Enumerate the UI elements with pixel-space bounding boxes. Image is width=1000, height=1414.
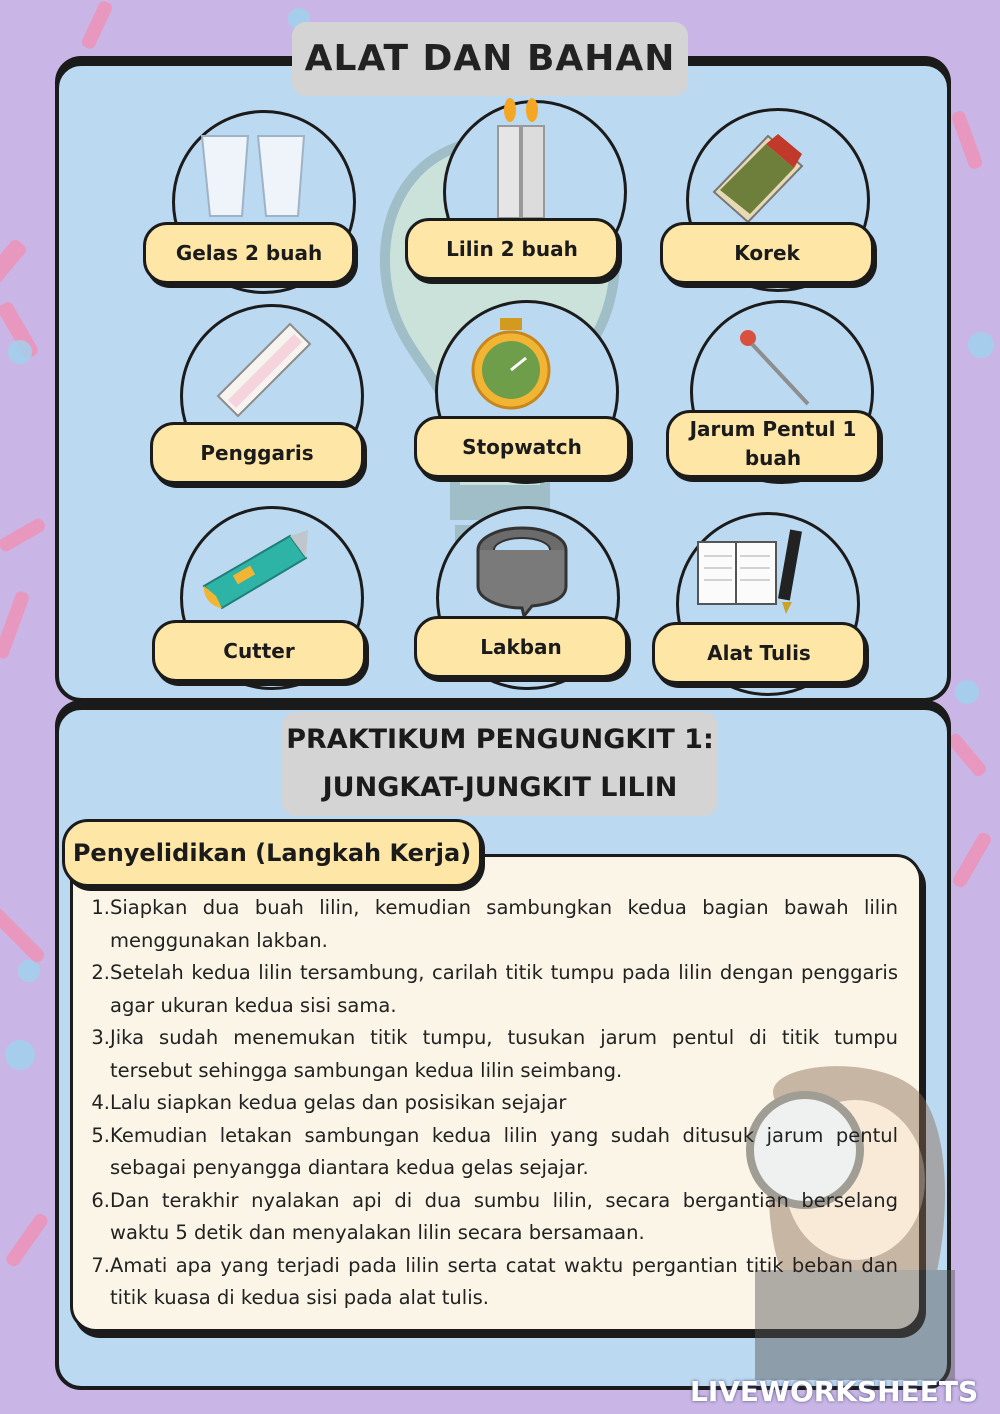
confetti xyxy=(80,0,114,51)
item-label: Jarum Pentul 1 buah xyxy=(666,410,880,478)
liveworksheets-logo[interactable]: LIVEWORKSHEETS xyxy=(690,1375,979,1408)
steps-section-label: Penyelidikan (Langkah Kerja) xyxy=(62,819,482,887)
step-number: 4. xyxy=(91,1091,110,1114)
step-text: Kemudian letakan sambungan kedua lilin yang sudah ditusuk jarum pentul sebagai penyangga diantara kedua gelas sejajar. xyxy=(110,1123,898,1179)
item-label: Stopwatch xyxy=(414,416,630,478)
page-title: ALAT DAN BAHAN xyxy=(292,22,688,96)
confetti xyxy=(4,1211,50,1268)
notebook-pen-icon xyxy=(696,528,806,614)
step-number: 3. xyxy=(91,1026,110,1049)
step-text: Amati apa yang terjadi pada lilin serta catat waktu pergantian titik beban dan titik kuasa di kedua sisi pada alat tulis. xyxy=(110,1253,898,1309)
step-text: Lalu siapkan kedua gelas dan posisikan sejajar xyxy=(110,1091,567,1114)
ruler-icon xyxy=(214,320,314,420)
item-label: Korek xyxy=(660,222,874,284)
list-item xyxy=(86,892,898,957)
confetti-dot xyxy=(5,1040,35,1070)
confetti-dot xyxy=(968,332,994,358)
step-text: Siapkan dua buah lilin, kemudian sambungkan kedua bagian bawah lilin menggunakan lakban. xyxy=(110,896,898,952)
step-number: 7. xyxy=(91,1253,110,1277)
item-label: Lilin 2 buah xyxy=(405,218,619,280)
glasses-icon xyxy=(196,130,316,220)
list-item xyxy=(86,957,898,1022)
tape-icon xyxy=(472,520,572,616)
item-label: Alat Tulis xyxy=(652,622,866,684)
stopwatch-icon xyxy=(466,318,556,410)
step-number: 1. xyxy=(91,896,110,919)
list-item xyxy=(86,1087,898,1120)
list-item xyxy=(86,1185,898,1250)
step-text: Jika sudah menemukan titik tumpu, tusukan jarum pentul di titik tumpu tersebut sehingga sambungan kedua lilin seimbang. xyxy=(110,1026,898,1082)
confetti-dot xyxy=(18,960,40,982)
step-text: Setelah kedua lilin tersambung, carilah titik tumpu pada lilin dengan penggaris agar ukuran kedua sisi sama. xyxy=(110,961,898,1017)
item-label: Cutter xyxy=(152,620,366,682)
confetti xyxy=(0,237,28,302)
pin-icon xyxy=(736,324,826,414)
step-number: 6. xyxy=(91,1188,110,1212)
practicum-title-line2: JUNGKAT-JUNGKIT LILIN xyxy=(322,772,678,803)
confetti xyxy=(0,516,47,553)
candles-icon xyxy=(488,96,554,220)
list-item xyxy=(86,1250,898,1315)
step-number: 5. xyxy=(91,1123,110,1147)
steps-list xyxy=(86,892,898,1315)
practicum-title xyxy=(282,712,718,816)
cutter-icon xyxy=(198,530,314,612)
confetti-dot xyxy=(8,340,32,364)
list-item xyxy=(86,1022,898,1087)
confetti xyxy=(946,731,989,778)
confetti-dot xyxy=(955,680,979,704)
step-text: Dan terakhir nyalakan api di dua sumbu lilin, secara bergantian berselang waktu 5 detik dan menyalakan lilin secara bersamaan. xyxy=(110,1188,898,1244)
practicum-title-line1: PRAKTIKUM PENGUNGKIT 1: xyxy=(286,724,714,755)
confetti xyxy=(0,590,31,661)
confetti xyxy=(951,831,993,890)
item-label: Penggaris xyxy=(150,422,364,484)
list-item xyxy=(86,1120,898,1185)
matchbox-icon xyxy=(708,128,804,224)
confetti xyxy=(0,905,47,964)
step-number: 2. xyxy=(91,961,110,984)
item-label: Lakban xyxy=(414,616,628,678)
item-label: Gelas 2 buah xyxy=(143,222,355,284)
confetti xyxy=(950,109,984,170)
